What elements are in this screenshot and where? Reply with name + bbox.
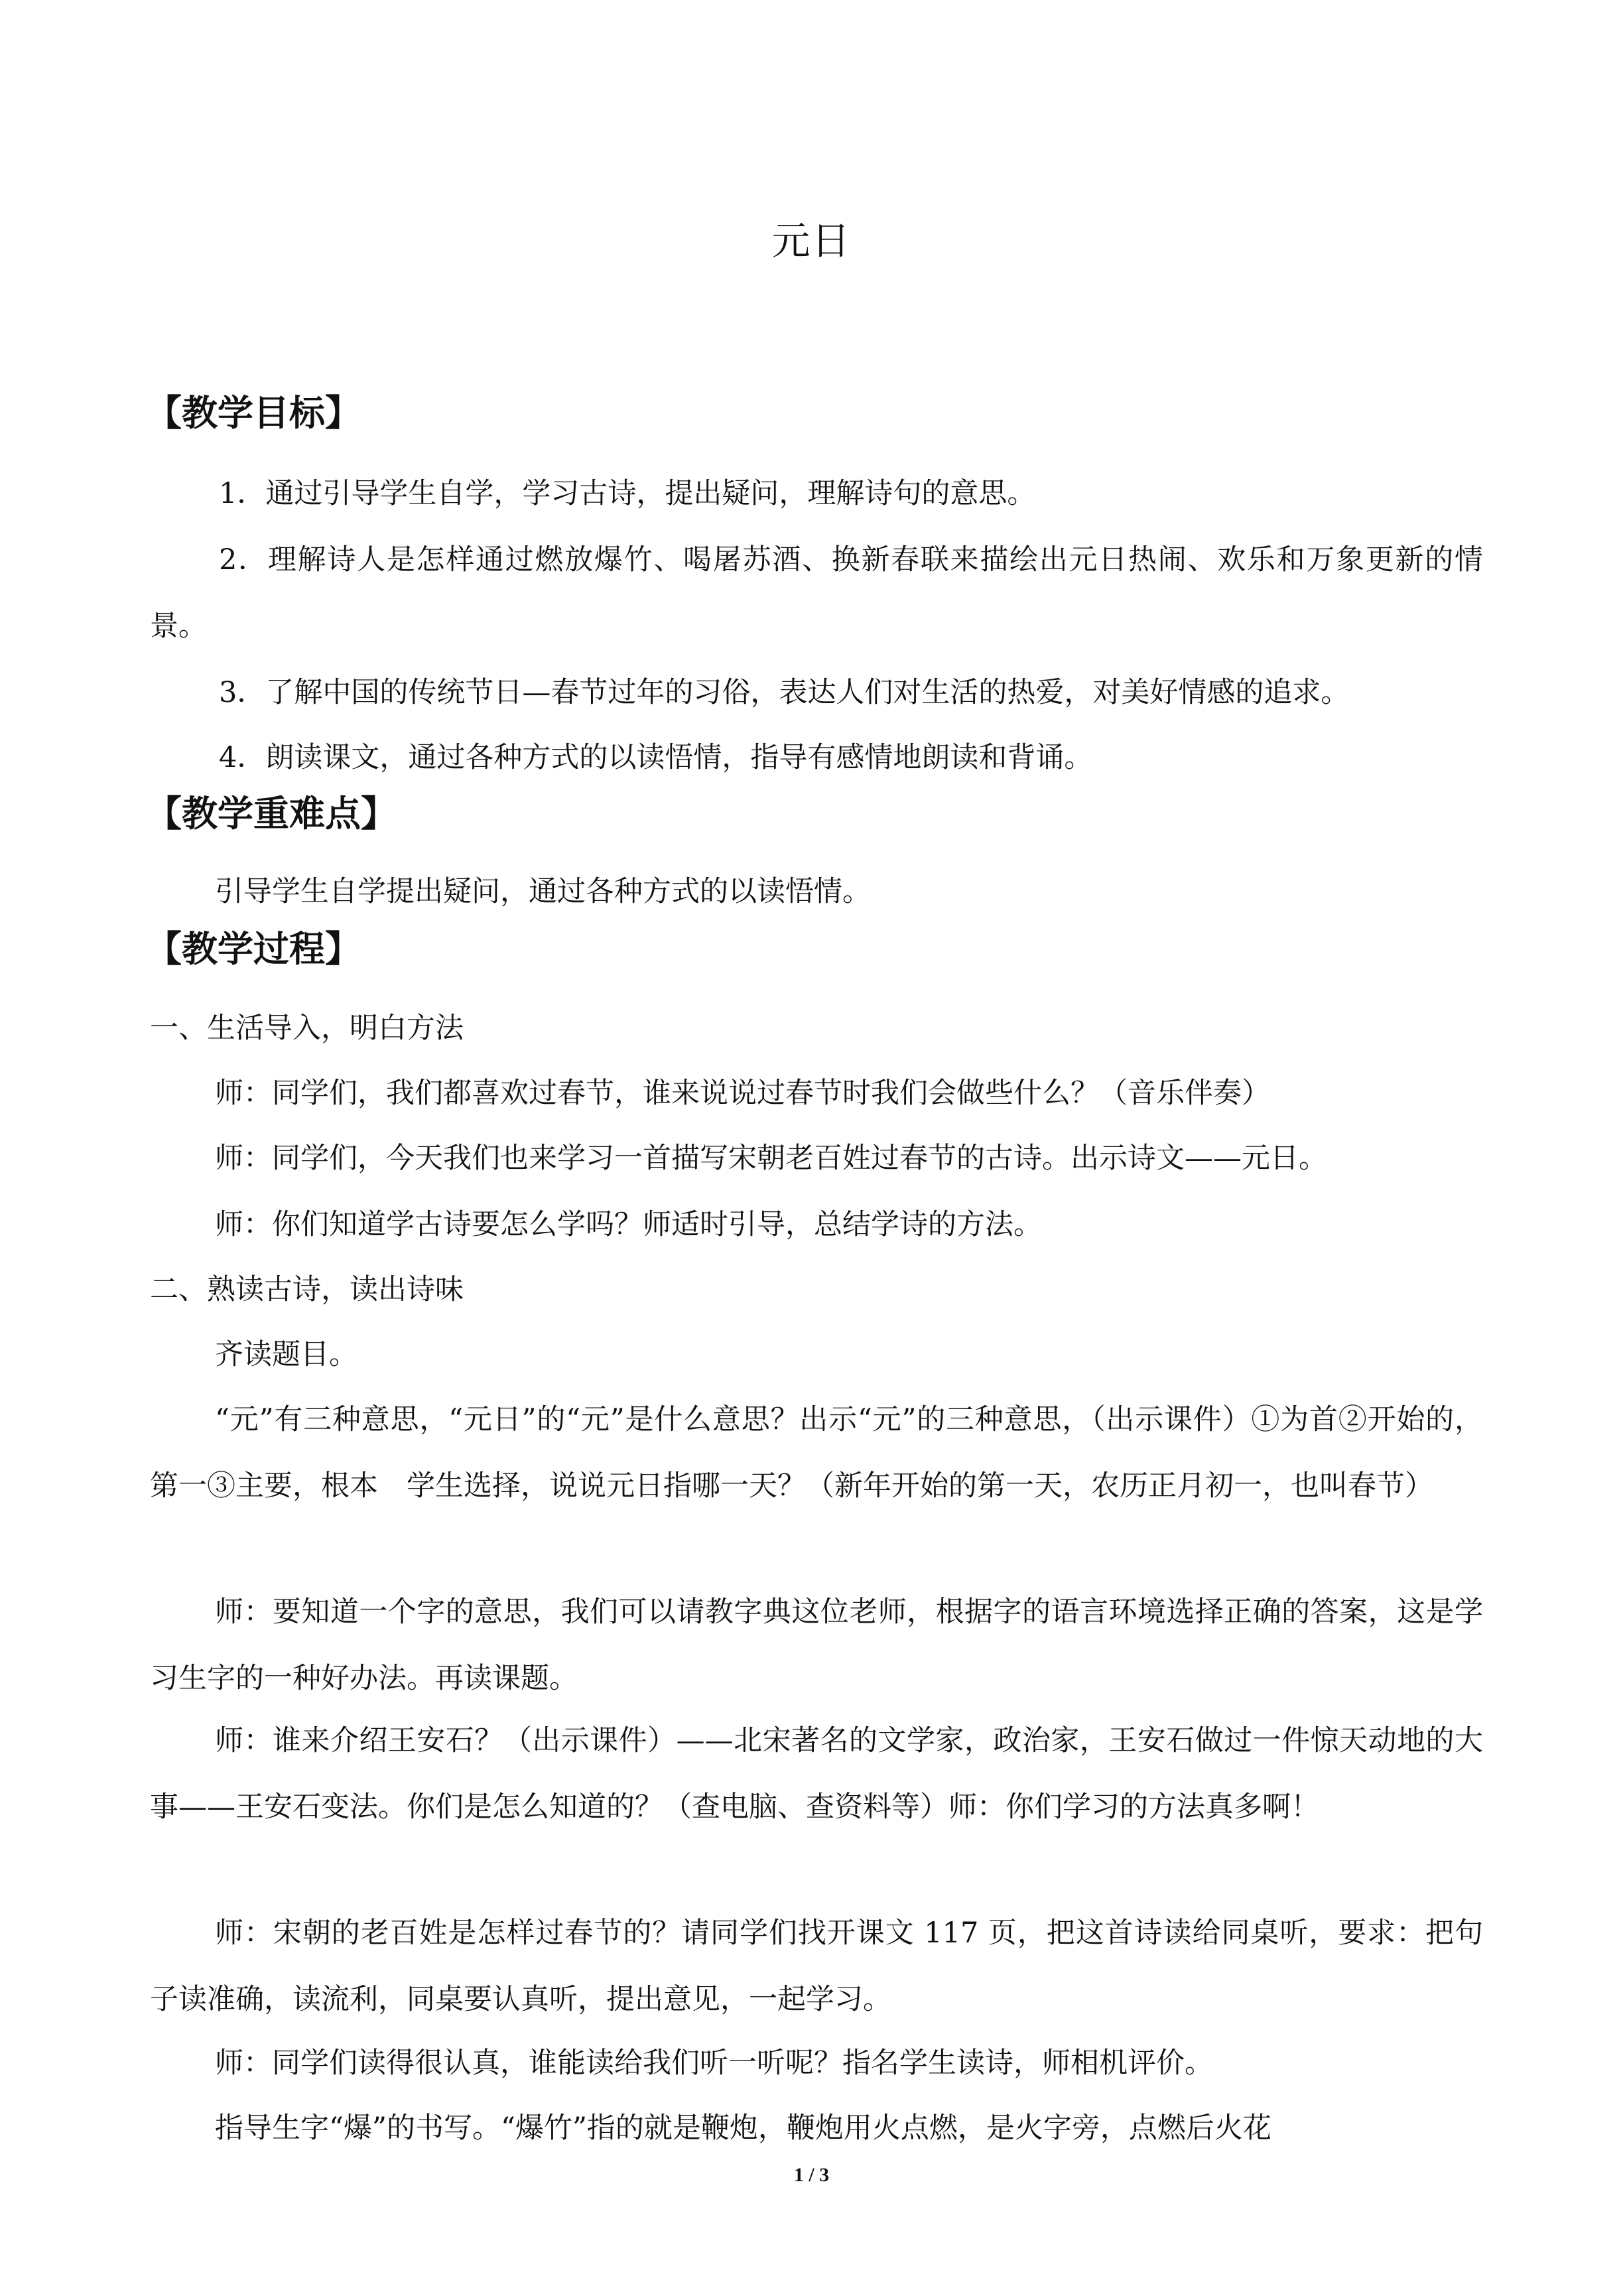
process-paragraph: 师：同学们读得很认真，谁能读给我们听一听呢？指名学生读诗，师相机评价。 (215, 2047, 1213, 2080)
process-paragraph: 师：同学们，我们都喜欢过春节，谁来说说过春节时我们会做些什么？（音乐伴奏） (215, 1077, 1270, 1110)
process-paragraph: 师：宋朝的老百姓是怎样过春节的？请同学们找开课文 117 页，把这首诗读给同桌听，要求：把句子读准确，读流利，同桌要认真听，提出意见，一起学习。 (150, 1917, 1483, 2016)
process-paragraph: 指导生字“爆”的书写。“爆竹”指的就是鞭炮，鞭炮用火点燃，是火字旁，点燃后火花 (215, 2112, 1271, 2145)
section-heading-goals: 【教学目标】 (146, 391, 361, 434)
process-paragraph: 师：同学们，今天我们也来学习一首描写宋朝老百姓过春节的古诗。出示诗文——元日。 (215, 1142, 1327, 1175)
section-heading-process: 【教学过程】 (146, 927, 361, 970)
process-paragraph: 师：你们知道学古诗要怎么学吗？师适时引导，总结学诗的方法。 (215, 1208, 1042, 1241)
process-paragraph: 齐读题目。 (215, 1338, 357, 1371)
goal-item-1: 1．通过引导学生自学，学习古诗，提出疑问，理解诗句的意思。 (219, 477, 1036, 510)
goal-item-4: 4．朗读课文，通过各种方式的以读悟情，指导有感情地朗读和背诵。 (219, 741, 1093, 774)
process-subheading-2: 二、熟读古诗，读出诗味 (150, 1273, 464, 1306)
section-heading-key-points: 【教学重难点】 (146, 792, 397, 835)
process-subheading-1: 一、生活导入，明白方法 (150, 1012, 464, 1045)
page-number: 1 / 3 (793, 2164, 830, 2186)
document-title: 元日 (771, 218, 852, 263)
goal-item-3: 3．了解中国的传统节日—春节过年的习俗，表达人们对生活的热爱，对美好情感的追求。 (219, 676, 1350, 709)
process-paragraph: 师：要知道一个字的意思，我们可以请教字典这位老师，根据字的语言环境选择正确的答案，这是学习生字的一种好办法。再读课题。 (150, 1595, 1483, 1695)
key-points-text: 引导学生自学提出疑问，通过各种方式的以读悟情。 (215, 875, 871, 908)
process-paragraph: “元”有三种意思，“元日”的“元”是什么意思？出示“元”的三种意思，（出示课件）①为首②开始的，第一③主要，根本 学生选择，说说元日指哪一天？（新年开始的第一天，农历正月初一，也叫春节） (150, 1403, 1483, 1503)
goal-item-2: 2．理解诗人是怎样通过燃放爆竹、喝屠苏酒、换新春联来描绘出元日热闹、欢乐和万象更新的情景。 (150, 543, 1483, 643)
process-paragraph: 师：谁来介绍王安石？（出示课件）——北宋著名的文学家，政治家，王安石做过一件惊天动地的大事——王安石变法。你们是怎么知道的？（查电脑、查资料等）师：你们学习的方法真多啊！ (150, 1724, 1483, 1824)
